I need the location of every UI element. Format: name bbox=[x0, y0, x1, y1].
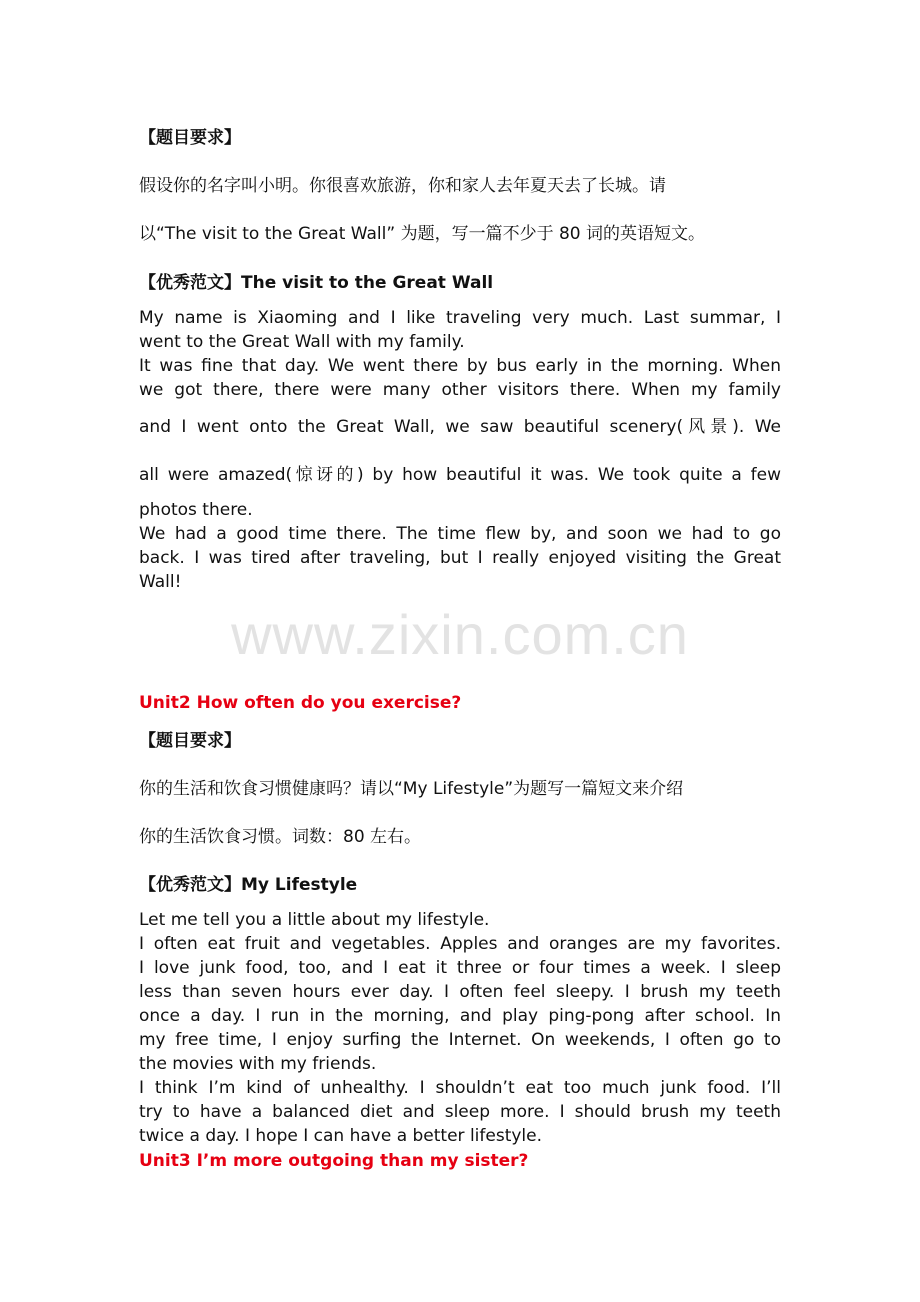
essay-line: I think I’m kind of unhealthy. I shouldn’t eat too much junk food. I’ll bbox=[139, 1078, 781, 1098]
essay-line: photos there. bbox=[139, 500, 253, 520]
essay-line: I often eat fruit and vegetables. Apples and oranges are my favorites. bbox=[139, 934, 781, 954]
essay-line: back. I was tired after traveling, but I really enjoyed visiting the Great bbox=[139, 548, 781, 568]
essay-line: Let me tell you a little about my lifestyle. bbox=[139, 910, 490, 930]
model-essay-heading bbox=[139, 271, 493, 295]
essay-line: went to the Great Wall with my family. bbox=[139, 332, 465, 352]
essay-line: I love junk food, too, and I eat it three or four times a week. I sleep bbox=[139, 958, 781, 978]
essay-line: My name is Xiaoming and I like traveling very much. Last summar, I bbox=[139, 308, 781, 328]
essay-line: we got there, there were many other visitors there. When my family bbox=[139, 380, 781, 400]
essay-line: twice a day. I hope I can have a better lifestyle. bbox=[139, 1126, 543, 1146]
essay-line: try to have a balanced diet and sleep more. I should brush my teeth bbox=[139, 1102, 781, 1122]
essay-line: the movies with my friends. bbox=[139, 1054, 377, 1074]
requirement-line: 以“The visit to the Great Wall” 为题，写一篇不少于 80 词的英语短文。 bbox=[139, 224, 706, 244]
requirement-line: 你的生活和饮食习惯健康吗？请以“My Lifestyle”为题写一篇短文来介绍 bbox=[139, 779, 684, 799]
essay-line: less than seven hours ever day. I often feel sleepy. I brush my teeth bbox=[139, 982, 781, 1002]
essay-line: once a day. I run in the morning, and play ping-pong after school. In bbox=[139, 1006, 781, 1026]
model-essay-label: 【优秀范文】 bbox=[139, 875, 241, 895]
requirement-heading: 【题目要求】 bbox=[139, 731, 241, 751]
essay-line: Wall! bbox=[139, 572, 182, 592]
model-essay-heading bbox=[139, 873, 357, 897]
essay-title: The visit to the Great Wall bbox=[241, 273, 494, 293]
unit-title: Unit2 How often do you exercise? bbox=[139, 693, 462, 713]
unit-title: Unit3 I’m more outgoing than my sister? bbox=[139, 1151, 529, 1171]
requirement-line: 你的生活饮食习惯。词数：80 左右。 bbox=[139, 827, 422, 847]
essay-line: It was fine that day. We went there by bus early in the morning. When bbox=[139, 356, 781, 376]
essay-line: my free time, I enjoy surfing the Internet. On weekends, I often go to bbox=[139, 1030, 781, 1050]
essay-title: My Lifestyle bbox=[241, 875, 358, 895]
essay-line: and I went onto the Great Wall, we saw beautiful scenery(风景). We bbox=[139, 417, 781, 437]
requirement-line: 假设你的名字叫小明。你很喜欢旅游，你和家人去年夏天去了长城。请 bbox=[139, 176, 666, 196]
requirement-heading: 【题目要求】 bbox=[139, 128, 241, 148]
model-essay-label: 【优秀范文】 bbox=[139, 273, 241, 293]
essay-line: We had a good time there. The time flew by, and soon we had to go bbox=[139, 524, 781, 544]
essay-line: all were amazed(惊讶的) by how beautiful it was. We took quite a few bbox=[139, 465, 781, 485]
watermark: www.zixin.com.cn bbox=[231, 603, 689, 666]
